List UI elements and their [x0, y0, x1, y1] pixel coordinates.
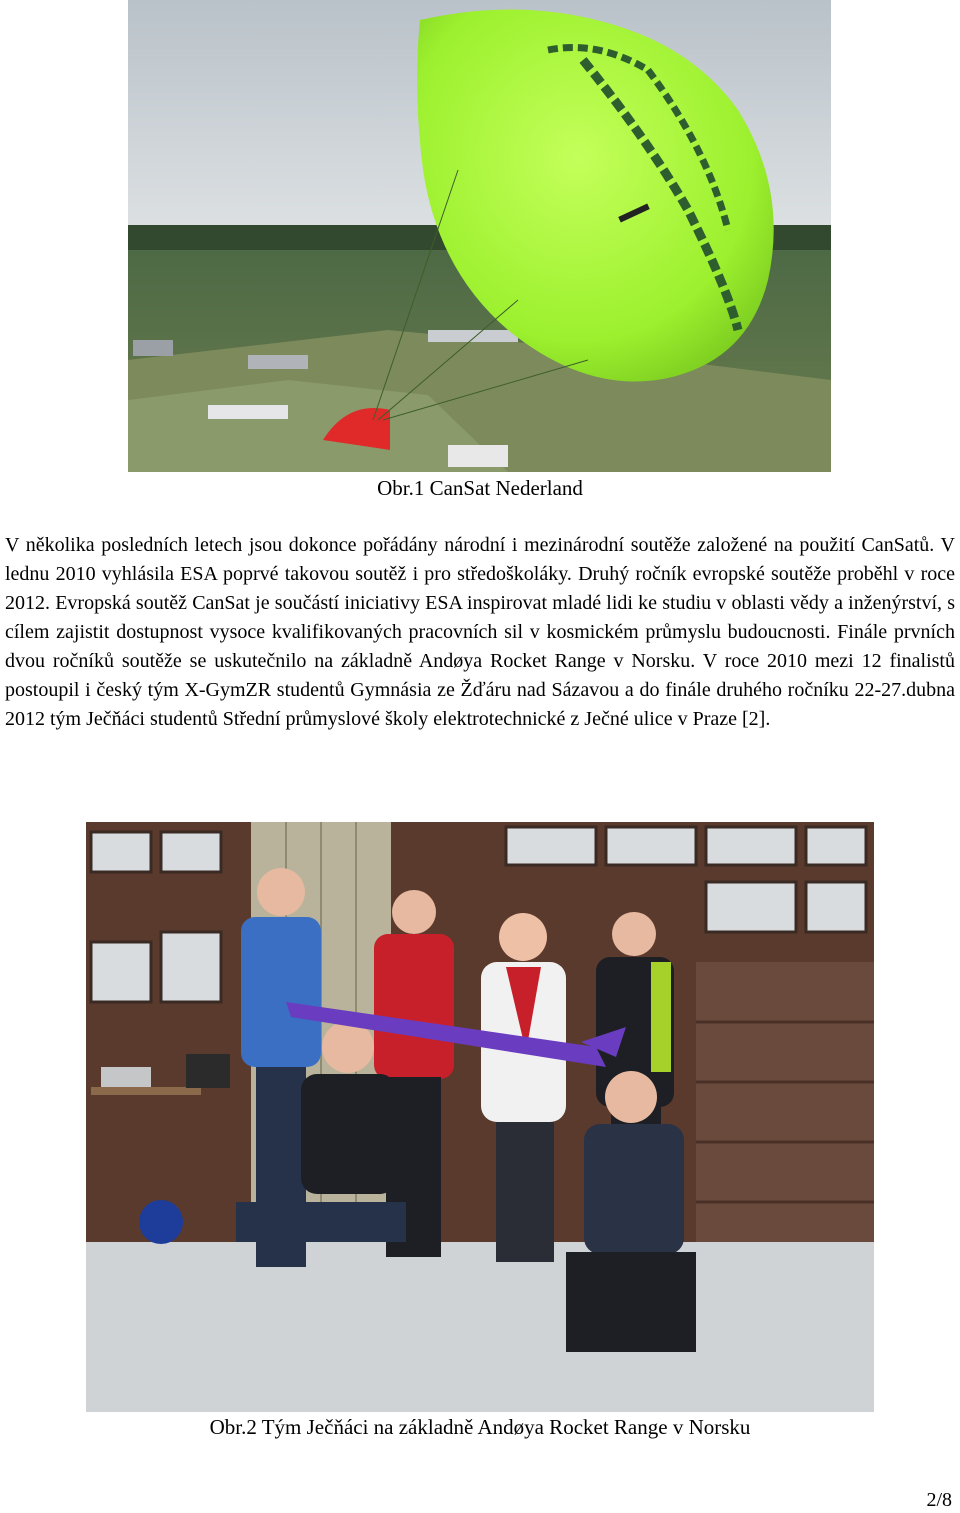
figure-1-caption: Obr.1 CanSat Nederland	[377, 476, 583, 500]
body-paragraph: V několika posledních letech jsou dokonce pořádány národní i mezinárodní soutěže založené na použití CanSatů. V lednu 2010 vyhlásila ESA poprvé takovou soutěž i pro středoškoláky. Druhý ročník evropské soutěže proběhl v roce 2012. Evropská soutěž CanSat je součástí iniciativy ESA inspirovat mladé lidi ke studiu v oblasti vědy a inženýrství, s cílem zajistit dostupnost vysoce kvalifikovaných pracovních sil v kosmickém průmyslu budoucnosti. Finále prvních dvou ročníků soutěže se uskutečnilo na základně Andøya Rocket Range v Norsku. V roce 2010 mezi 12 finalistů postoupil i český tým X-GymZR studentů Gymnásia ze Žďáru nad Sázavou a do finále druhého ročníku 22-27.dubna 2012 tým Ječňáci studentů Střední průmyslové školy elektrotechnické z Ječné ulice v Praze [2].	[5, 534, 955, 730]
equipment	[101, 1067, 151, 1087]
building	[133, 340, 173, 356]
cable-reel	[139, 1200, 183, 1244]
figure-team-photo	[86, 822, 874, 1412]
garage-door	[696, 962, 874, 1252]
laptop	[186, 1054, 230, 1088]
ground	[86, 1242, 874, 1412]
figure-cansat-nederland-photo	[128, 0, 831, 472]
workbench	[91, 1087, 201, 1095]
tents	[208, 405, 288, 419]
parachute-photo-illustration	[128, 0, 831, 472]
figure-2-caption: Obr.2 Tým Ječňáci na základně Andøya Rocket Range v Norsku	[209, 1415, 751, 1439]
parked-cars	[428, 330, 518, 342]
team-photo-illustration	[86, 822, 874, 1412]
building	[248, 355, 308, 369]
trailers	[448, 445, 508, 467]
page-number: 2/8	[926, 1489, 952, 1511]
